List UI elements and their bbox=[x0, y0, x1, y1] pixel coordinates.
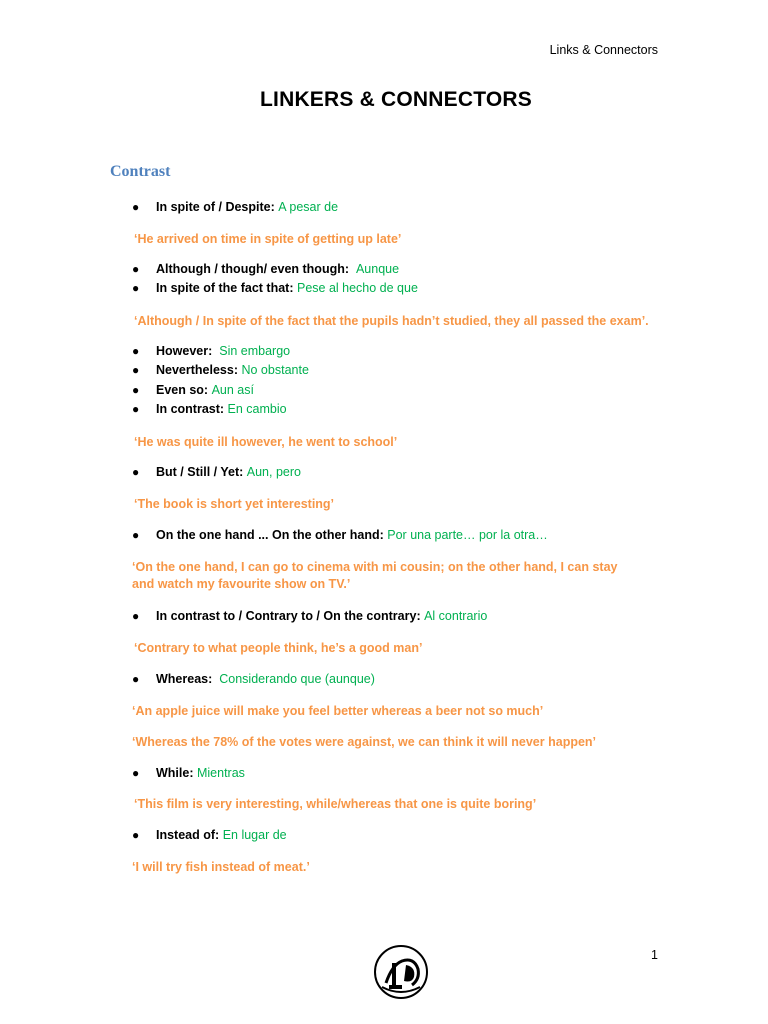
bullet-icon: ● bbox=[132, 828, 140, 842]
term-label: Even so: bbox=[156, 383, 209, 397]
example-sentence: ‘Whereas the 78% of the votes were against, we can think it will never happen’ bbox=[132, 735, 597, 749]
example-sentence: ‘I will try fish instead of meat.’ bbox=[132, 860, 310, 874]
term-label: Instead of: bbox=[156, 828, 220, 842]
example-sentence: ‘This film is very interesting, while/whereas that one is quite boring’ bbox=[134, 797, 537, 811]
term-label: In spite of / Despite: bbox=[156, 200, 275, 214]
bullet-icon: ● bbox=[132, 200, 140, 214]
bullet-icon: ● bbox=[132, 766, 140, 780]
bullet-icon: ● bbox=[132, 281, 140, 295]
term-label: In contrast: bbox=[156, 402, 225, 416]
translation: Sin embargo bbox=[219, 344, 291, 358]
translation: Por una parte… por la otra… bbox=[387, 528, 548, 542]
term-label: Although / though/ even though: bbox=[156, 262, 350, 276]
example-sentence: ‘An apple juice will make you feel better whereas a beer not so much’ bbox=[132, 704, 544, 718]
translation: Pese al hecho de que bbox=[296, 281, 418, 295]
bullet-icon: ● bbox=[132, 528, 140, 542]
example-sentence: ‘Contrary to what people think, he’s a good man’ bbox=[134, 641, 423, 655]
bullet-icon: ● bbox=[132, 402, 140, 416]
term-label: On the one hand ... On the other hand: bbox=[156, 528, 384, 542]
translation: En lugar de bbox=[222, 828, 287, 842]
bullet-icon: ● bbox=[132, 344, 140, 358]
page-title: LINKERS & CONNECTORS bbox=[260, 88, 532, 111]
translation: Al contrario bbox=[424, 609, 488, 623]
example-sentence: ‘He arrived on time in spite of getting up late’ bbox=[134, 232, 402, 246]
bullet-icon: ● bbox=[132, 383, 140, 397]
example-sentence: ‘Although / In spite of the fact that the pupils hadn’t studied, they all passed the exam’. bbox=[134, 314, 649, 328]
translation: Aun, pero bbox=[246, 465, 301, 479]
bullet-icon: ● bbox=[132, 262, 140, 276]
example-sentence: ‘He was quite ill however, he went to school’ bbox=[134, 435, 398, 449]
term-label: But / Still / Yet: bbox=[156, 465, 244, 479]
translation: En cambio bbox=[227, 402, 287, 416]
translation: Considerando que (aunque) bbox=[219, 672, 375, 686]
term-label: While: bbox=[156, 766, 194, 780]
term-label: In spite of the fact that: bbox=[156, 281, 294, 295]
example-sentence: ‘The book is short yet interesting’ bbox=[134, 497, 335, 511]
bullet-icon: ● bbox=[132, 363, 140, 377]
bullet-icon: ● bbox=[132, 465, 140, 479]
page-number: 1 bbox=[651, 948, 658, 962]
section-heading: Contrast bbox=[110, 163, 171, 180]
translation: Aunque bbox=[355, 262, 400, 276]
translation: No obstante bbox=[241, 363, 309, 377]
bullet-icon: ● bbox=[132, 609, 140, 623]
translation: A pesar de bbox=[278, 200, 339, 214]
term-label: Nevertheless: bbox=[156, 363, 238, 377]
monogram-logo-icon bbox=[372, 943, 430, 1001]
term-label: In contrast to / Contrary to / On the contrary: bbox=[156, 609, 421, 623]
bullet-icon: ● bbox=[132, 672, 140, 686]
term-label: Whereas: bbox=[156, 672, 213, 686]
translation: Mientras bbox=[196, 766, 245, 780]
running-header: Links & Connectors bbox=[549, 43, 658, 57]
translation: Aun así bbox=[211, 383, 254, 397]
example-sentence: ‘On the one hand, I can go to cinema with mi cousin; on the other hand, I can stay and watch my favourite show on TV.’ bbox=[132, 560, 618, 591]
term-label: However: bbox=[156, 344, 213, 358]
